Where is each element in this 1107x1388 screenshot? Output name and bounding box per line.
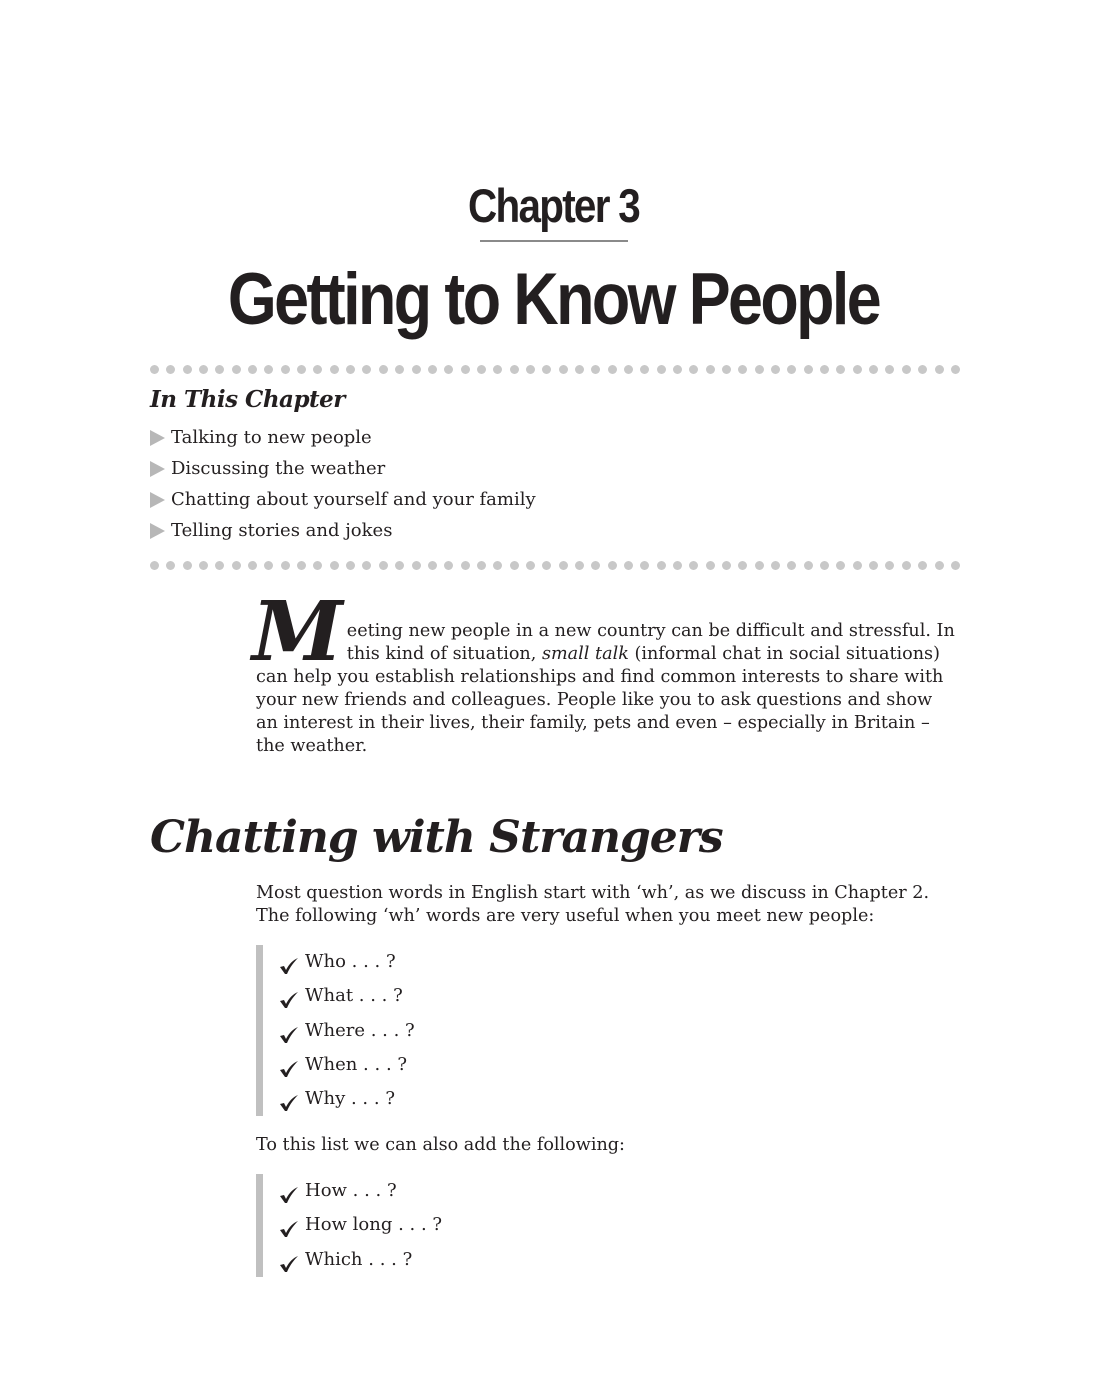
list-item-label: Discussing the weather bbox=[171, 458, 386, 479]
in-this-chapter-heading: In This Chapter bbox=[150, 386, 345, 413]
list-item bbox=[279, 979, 415, 1013]
divider-dot bbox=[771, 365, 780, 374]
divider-dot bbox=[461, 365, 470, 374]
divider-dot bbox=[787, 365, 796, 374]
divider-dot bbox=[313, 365, 322, 374]
divider-dot bbox=[477, 365, 486, 374]
divider-dot bbox=[281, 365, 290, 374]
divider-dot bbox=[951, 365, 960, 374]
divider-dot bbox=[199, 561, 208, 570]
divider-dot bbox=[624, 561, 633, 570]
divider-dot bbox=[248, 561, 257, 570]
divider-dot bbox=[183, 365, 192, 374]
list-item-label: What . . . ? bbox=[305, 985, 403, 1007]
divider-dot bbox=[902, 561, 911, 570]
divider-dot bbox=[722, 561, 731, 570]
divider-dot bbox=[510, 365, 519, 374]
divider-dot bbox=[836, 561, 845, 570]
drop-cap: M bbox=[252, 584, 343, 680]
divider-dot bbox=[493, 561, 502, 570]
divider-dot bbox=[150, 365, 159, 374]
divider-dot bbox=[591, 365, 600, 374]
divider-dot bbox=[804, 365, 813, 374]
checkmark-icon bbox=[279, 1216, 299, 1234]
intro-text: eeting new people in a new country can be difficult and stressful. In this kind of situation, small talk (informal chat in social situations) can help you establish relationships and find common interests to share with your new friends and colleagues. People like you to ask questions and show an interest in their lives, their family, pets and even – especially in Britain – the weather. bbox=[256, 621, 955, 756]
divider-dot bbox=[477, 561, 486, 570]
intro-paragraph bbox=[252, 584, 956, 758]
divider-dot bbox=[313, 561, 322, 570]
divider-dot bbox=[624, 365, 633, 374]
divider-dot bbox=[330, 365, 339, 374]
divider-dot bbox=[820, 365, 829, 374]
divider-dot bbox=[281, 561, 290, 570]
list-item bbox=[150, 453, 536, 484]
divider-dot bbox=[510, 561, 519, 570]
divider-dot bbox=[738, 561, 747, 570]
divider-dot bbox=[640, 365, 649, 374]
triangle-bullet-icon bbox=[150, 430, 165, 446]
list-item-label: Why . . . ? bbox=[305, 1088, 395, 1110]
divider-dot bbox=[869, 561, 878, 570]
divider-dot bbox=[869, 365, 878, 374]
list-item-label: Where . . . ? bbox=[305, 1019, 415, 1041]
divider-dot bbox=[559, 561, 568, 570]
triangle-bullet-icon bbox=[150, 492, 165, 508]
divider-dot bbox=[166, 561, 175, 570]
divider-dot bbox=[738, 365, 747, 374]
divider-dot bbox=[412, 365, 421, 374]
divider-dot bbox=[379, 561, 388, 570]
chapter-underline bbox=[480, 240, 628, 242]
divider-dot bbox=[346, 365, 355, 374]
section-heading: Chatting with Strangers bbox=[150, 812, 723, 863]
list-item-label: Chatting about yourself and your family bbox=[171, 489, 536, 510]
list-item bbox=[150, 515, 536, 546]
list-item-label: How . . . ? bbox=[305, 1180, 397, 1201]
divider-dot bbox=[657, 561, 666, 570]
divider-dot bbox=[150, 561, 159, 570]
divider-dot bbox=[297, 561, 306, 570]
divider-dot bbox=[166, 365, 175, 374]
divider-dot bbox=[853, 365, 862, 374]
divider-dot bbox=[264, 561, 273, 570]
divider-dot bbox=[722, 365, 731, 374]
list-item bbox=[150, 422, 536, 453]
divider-dot bbox=[640, 561, 649, 570]
divider-dot bbox=[297, 365, 306, 374]
divider-dot bbox=[755, 365, 764, 374]
checkmark-icon bbox=[279, 1056, 299, 1074]
divider-dot bbox=[804, 561, 813, 570]
additional-words-list bbox=[256, 1174, 442, 1277]
divider-dot bbox=[412, 561, 421, 570]
divider-dot bbox=[362, 561, 371, 570]
divider-dot bbox=[706, 561, 715, 570]
divider-dot bbox=[771, 561, 780, 570]
divider-dot bbox=[885, 365, 894, 374]
divider-dot bbox=[673, 365, 682, 374]
checkmark-icon bbox=[279, 1022, 299, 1040]
list-item bbox=[150, 484, 536, 515]
triangle-bullet-icon bbox=[150, 523, 165, 539]
list-item bbox=[279, 1048, 415, 1082]
divider-dot bbox=[820, 561, 829, 570]
divider-dot bbox=[787, 561, 796, 570]
divider-dot bbox=[657, 365, 666, 374]
checkmark-icon bbox=[279, 1251, 299, 1269]
list-item bbox=[279, 1243, 442, 1277]
divider-dot bbox=[706, 365, 715, 374]
triangle-bullet-icon bbox=[150, 461, 165, 477]
divider-dot bbox=[591, 561, 600, 570]
divider-dot bbox=[575, 561, 584, 570]
paragraph-wh-words: Most question words in English start with ‘wh’, as we discuss in Chapter 2. The following ‘wh’ words are very useful when you meet new people: bbox=[256, 883, 930, 926]
list-item-label: Talking to new people bbox=[171, 427, 372, 448]
list-item-label: When . . . ? bbox=[305, 1053, 408, 1075]
divider-dot bbox=[918, 561, 927, 570]
list-item-label: Which . . . ? bbox=[305, 1248, 413, 1270]
divider-dot bbox=[526, 365, 535, 374]
emphasis-term: small talk bbox=[541, 644, 629, 664]
list-item-label: How long . . . ? bbox=[305, 1214, 443, 1236]
divider-dot bbox=[379, 365, 388, 374]
list-item bbox=[279, 1082, 415, 1116]
divider-dot bbox=[755, 561, 764, 570]
list-item bbox=[279, 1174, 442, 1208]
divider-dot bbox=[232, 561, 241, 570]
divider-dot bbox=[935, 561, 944, 570]
divider-dot bbox=[428, 365, 437, 374]
in-this-chapter-list bbox=[150, 422, 536, 546]
divider-dot bbox=[199, 365, 208, 374]
divider-dot bbox=[215, 561, 224, 570]
divider-dot bbox=[608, 561, 617, 570]
divider-dot bbox=[902, 365, 911, 374]
list-item bbox=[279, 945, 415, 979]
divider-dot bbox=[461, 561, 470, 570]
divider-dot bbox=[935, 365, 944, 374]
divider-dot bbox=[215, 365, 224, 374]
list-item-label: Telling stories and jokes bbox=[171, 520, 393, 541]
divider-dot bbox=[248, 365, 257, 374]
divider-dot bbox=[542, 561, 551, 570]
divider-dot bbox=[444, 365, 453, 374]
divider-dot bbox=[853, 561, 862, 570]
divider-dot bbox=[346, 561, 355, 570]
divider-dot bbox=[362, 365, 371, 374]
list-item bbox=[279, 1014, 415, 1048]
paragraph-additional: To this list we can also add the following: bbox=[256, 1135, 625, 1155]
divider-dot bbox=[918, 365, 927, 374]
wh-words-list bbox=[256, 945, 415, 1116]
divider-dot bbox=[183, 561, 192, 570]
dotted-divider-bottom bbox=[150, 560, 960, 570]
dotted-divider-top bbox=[150, 364, 960, 374]
checkmark-icon bbox=[279, 953, 299, 971]
chapter-title: Getting to Know People bbox=[227, 259, 880, 340]
chapter-label: Chapter 3 bbox=[468, 179, 639, 232]
divider-dot bbox=[395, 365, 404, 374]
divider-dot bbox=[526, 561, 535, 570]
checkmark-icon bbox=[279, 1090, 299, 1108]
divider-dot bbox=[493, 365, 502, 374]
list-item-label: Who . . . ? bbox=[305, 951, 396, 972]
checkmark-icon bbox=[279, 1182, 299, 1200]
divider-dot bbox=[264, 365, 273, 374]
divider-dot bbox=[330, 561, 339, 570]
divider-dot bbox=[542, 365, 551, 374]
divider-dot bbox=[951, 561, 960, 570]
divider-dot bbox=[232, 365, 241, 374]
checkmark-icon bbox=[279, 987, 299, 1005]
divider-dot bbox=[575, 365, 584, 374]
divider-dot bbox=[428, 561, 437, 570]
divider-dot bbox=[559, 365, 568, 374]
divider-dot bbox=[836, 365, 845, 374]
divider-dot bbox=[689, 365, 698, 374]
divider-dot bbox=[673, 561, 682, 570]
divider-dot bbox=[608, 365, 617, 374]
divider-dot bbox=[689, 561, 698, 570]
divider-dot bbox=[885, 561, 894, 570]
list-item bbox=[279, 1208, 442, 1242]
divider-dot bbox=[395, 561, 404, 570]
divider-dot bbox=[444, 561, 453, 570]
